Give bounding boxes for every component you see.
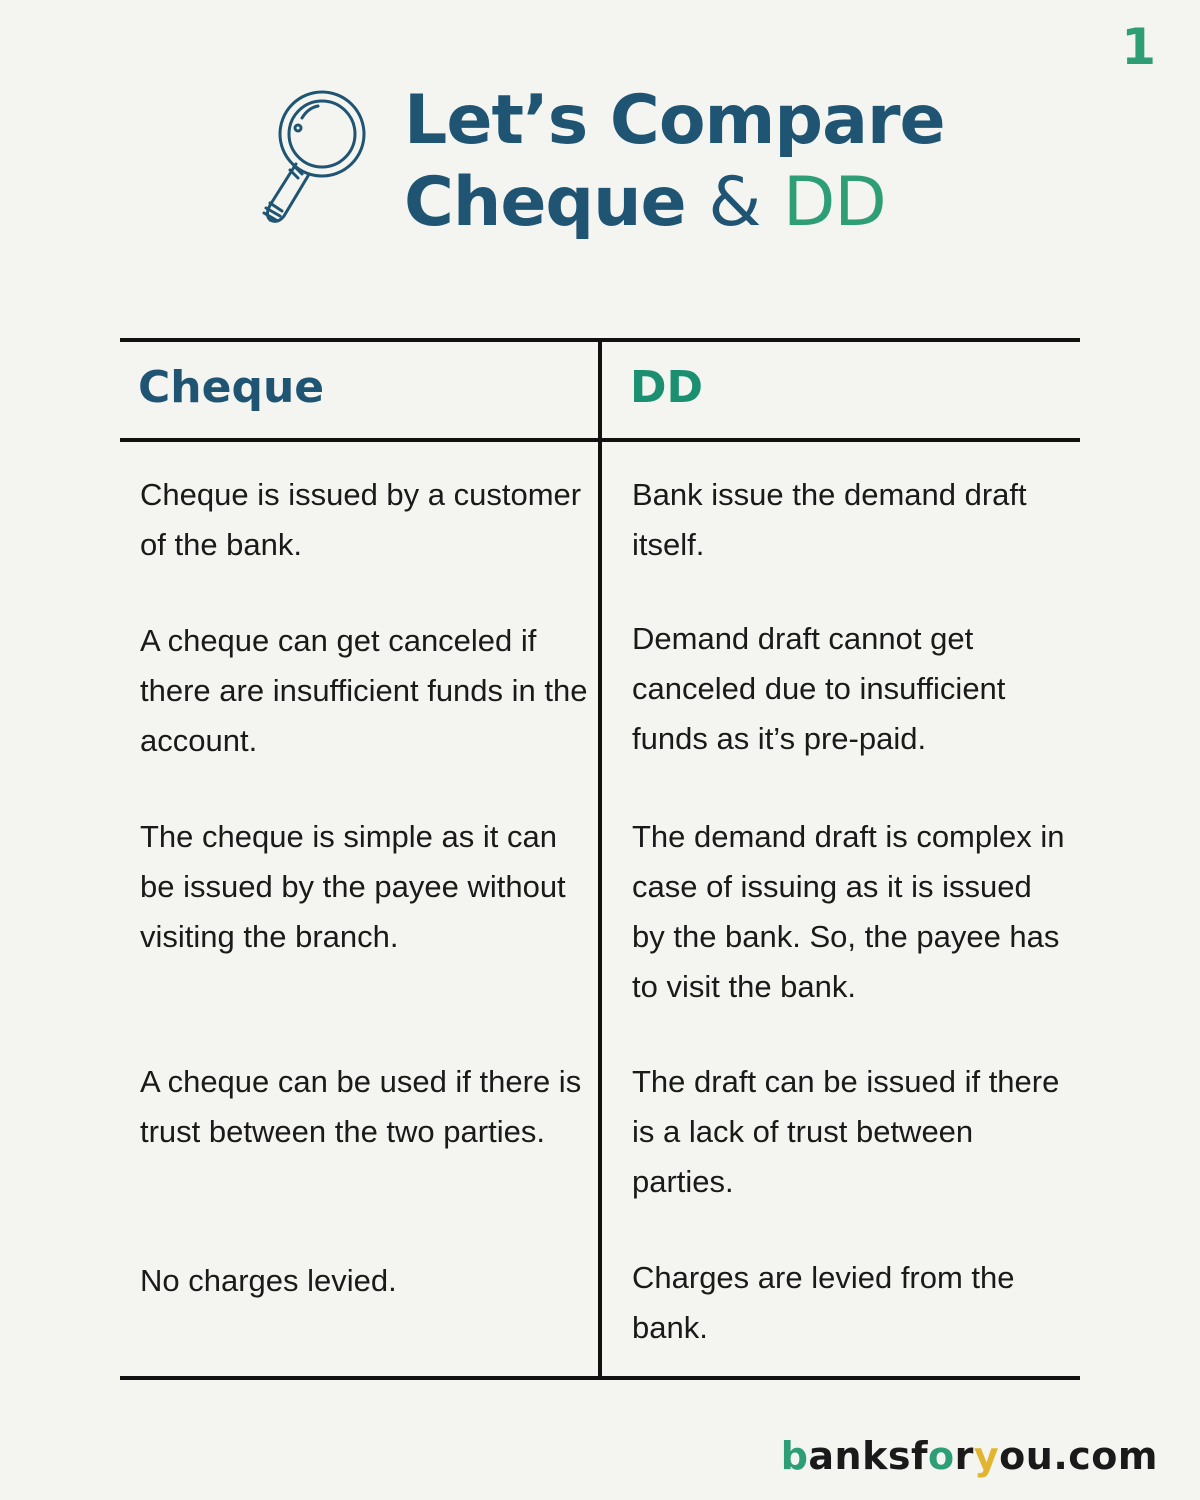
page-number: 1 — [1121, 18, 1156, 76]
row-1-cheque-cell: Cheque is issued by a customer of the bank. — [140, 477, 582, 562]
title-line-2 — [404, 162, 945, 244]
row-5-cheque-cell: No charges levied. — [140, 1263, 397, 1298]
row-5-dd-cell: Charges are levied from the bank. — [632, 1260, 1015, 1345]
footer-part-4: o — [928, 1434, 955, 1478]
footer-part-1: b — [780, 1434, 809, 1478]
row-4-cheque-cell: A cheque can be used if there is trust between the two parties. — [140, 1064, 582, 1149]
row-2-cheque-cell: A cheque can get canceled if there are insufficient funds in the account. — [140, 623, 588, 758]
row-1-dd-cell: Bank issue the demand draft itself. — [632, 477, 1027, 562]
footer-part-3: nksf — [834, 1434, 929, 1478]
footer-part-2: a — [808, 1434, 835, 1478]
footer-part-5: r — [954, 1434, 974, 1478]
row-2-dd-cell: Demand draft cannot get canceled due to insufficient funds as it’s pre-paid. — [632, 621, 1006, 756]
title-ampersand: & — [708, 163, 761, 242]
column-header-dd: DD — [630, 362, 704, 413]
title-line-1: Let’s Compare — [404, 81, 945, 160]
footer-website — [781, 1434, 1158, 1478]
magnifying-glass-icon — [250, 84, 380, 234]
row-4-dd-cell: The draft can be issued if there is a lack of trust between parties. — [632, 1064, 1060, 1199]
footer-part-6: y — [973, 1434, 1000, 1478]
column-header-cheque: Cheque — [138, 362, 325, 413]
footer-part-7: ou.com — [999, 1434, 1158, 1478]
title-word-cheque: Cheque — [404, 163, 686, 242]
title-word-dd: DD — [783, 163, 886, 242]
row-3-cheque-cell: The cheque is simple as it can be issued by the payee without visiting the branch. — [140, 819, 566, 954]
table-column-divider — [598, 338, 602, 1380]
row-3-dd-cell: The demand draft is complex in case of issuing as it is issued by the bank. So, the payee has to visit the bank. — [632, 819, 1065, 1004]
comparison-table — [120, 338, 1080, 1380]
header — [250, 80, 945, 244]
title — [404, 80, 945, 244]
